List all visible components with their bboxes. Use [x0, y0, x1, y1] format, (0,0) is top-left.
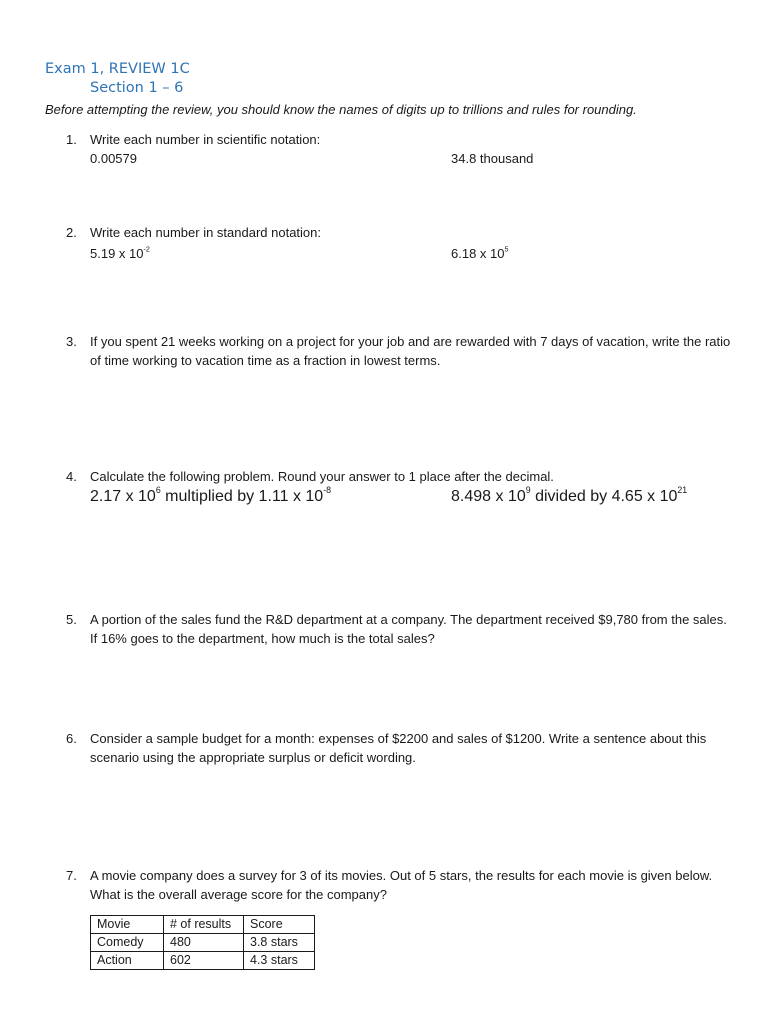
- question-text: Calculate the following problem. Round your answer to 1 place after the decimal.: [90, 469, 554, 484]
- question-item-b: 8.498 x $10^9$ divided by 4.65 x $10^{21}$: [451, 485, 688, 505]
- table-cell: Comedy: [91, 934, 164, 952]
- question-item-b: 34.8 thousand: [451, 151, 534, 166]
- question-number: 7.: [66, 868, 77, 883]
- document-title: Exam 1, REVIEW 1C: [45, 61, 190, 77]
- question-item-a: 5.19 x $10^{-2}$: [90, 245, 150, 261]
- intro-text: Before attempting the review, you should know the names of digits up to trillions and rules for rounding.: [45, 102, 637, 117]
- table-cell: 3.8 stars: [244, 934, 315, 952]
- question-text: A movie company does a survey for 3 of its movies. Out of 5 stars, the results for each movie is given below. What is the overall average score for the company?: [90, 868, 713, 902]
- document-subtitle: Section 1 – 6: [90, 80, 184, 96]
- question-number: 3.: [66, 334, 77, 349]
- table-header-cell: Score: [244, 916, 315, 934]
- question-item-a: 2.17 x $10^6$ multiplied by 1.11 x $10^{-8}$: [90, 485, 332, 505]
- question-text: Write each number in standard notation:: [90, 225, 322, 240]
- question-text: A portion of the sales fund the R&D department at a company. The department received $9,780 from the sales. If 16% goes to the department, how much is the total sales?: [90, 612, 727, 646]
- question-number: 2.: [66, 225, 77, 240]
- table-cell: 602: [164, 952, 244, 970]
- movie-results-table: [90, 915, 315, 970]
- table-header-cell: # of results: [164, 916, 244, 934]
- table-cell: 480: [164, 934, 244, 952]
- question-text: If you spent 21 weeks working on a project for your job and are rewarded with 7 days of vacation, write the ratio of time working to vacation time as a fraction in lowest terms.: [90, 334, 731, 368]
- question-text: Write each number in scientific notation:: [90, 132, 321, 147]
- question-item-b: 6.18 x $10^5$: [451, 245, 509, 261]
- table-cell: 4.3 stars: [244, 952, 315, 970]
- table-header-cell: Movie: [91, 916, 164, 934]
- question-text: Consider a sample budget for a month: expenses of $2200 and sales of $1200. Write a sentence about this scenario using the appropriate surplus or deficit wording.: [90, 731, 707, 765]
- question-number: 6.: [66, 731, 77, 746]
- table-cell: Action: [91, 952, 164, 970]
- question-number: 5.: [66, 612, 77, 627]
- table-row: [91, 934, 315, 952]
- table-header-row: [91, 916, 315, 934]
- question-item-a: 0.00579: [90, 151, 137, 166]
- question-number: 1.: [66, 132, 77, 147]
- table-row: [91, 952, 315, 970]
- question-number: 4.: [66, 469, 77, 484]
